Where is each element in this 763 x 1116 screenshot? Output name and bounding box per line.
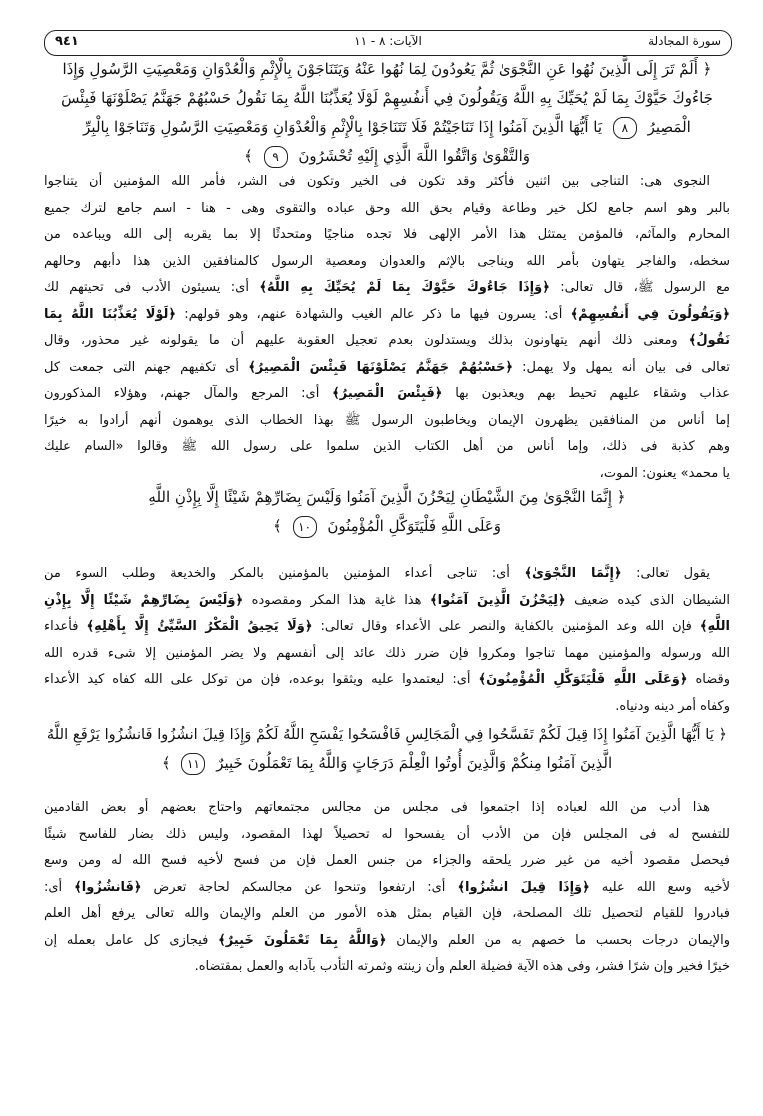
commentary-line (44, 328, 730, 355)
page-header (44, 30, 732, 56)
page-number: ٩٤١ (55, 34, 79, 49)
commentary-text: الله ورسوله والمؤمنين مهما تناجوا ومكروا فإن ضرر ذلك عائد إلى أنفسهم ولا يضر المؤمنين إلا شىء قدره الله (44, 645, 730, 661)
quran-quote: ﴿فَانشُزُوا﴾ (74, 879, 142, 895)
commentary-text: أى: ليعتمدوا عليه ويثقوا بوعده، فإن من توكل على الله كفاه كيد الأعداء (44, 672, 479, 687)
commentary-paragraph-2 (44, 561, 730, 720)
commentary-text: أى تكفيهم جهنم التى جمعت كل (44, 359, 249, 375)
verse-line: ﴿ أَلَمْ تَرَ إِلَى الَّذِينَ نُهُوا عَنِ النَّجْوَىٰ ثُمَّ يَعُودُونَ لِمَا نُهُوا عَنْهُ وَيَتَنَاجَوْنَ بِالْإِثْمِ وَالْعُدْوَانِ وَمَعْصِيَتِ الرَّسُولِ وَإِذَا (62, 60, 712, 78)
commentary-text: عذاب وشقاء عليهم تحيط بهم ويعذبون بها (442, 386, 730, 401)
verse-close-bracket: ﴾ (243, 147, 253, 165)
commentary-line (44, 249, 730, 276)
commentary-text: لأخيه وسع الله عليه (589, 879, 730, 895)
verse-line: ﴿ إِنَّمَا النَّجْوَىٰ مِنَ الشَّيْطَانِ لِيَحْزُنَ الَّذِينَ آمَنُوا وَلَيْسَ بِضَارِّهِمْ شَيْئًا إِلَّا بِإِذْنِ اللَّهِ (148, 488, 626, 506)
ayah-number-marker: ١٠ (293, 516, 317, 538)
ayat-range: الآيات: ٨ - ١١ (354, 34, 422, 48)
commentary-line (44, 169, 730, 196)
quran-quote: ﴿لَوْلَا يُعَذِّبُنَا اللَّهُ بِمَا (44, 306, 177, 322)
commentary-text: هذا أدب من الله لعباده إذا اجتمعوا فى مجلس من مجالس مجتمعاتهم واحتاج بعضهم أو بعض القادمين (44, 800, 710, 815)
commentary-text: فأعداء (44, 619, 87, 634)
commentary-line (44, 875, 730, 902)
commentary-line (44, 641, 730, 668)
quran-quote: نَقُولُ﴾ (688, 333, 730, 348)
commentary-text: إما أناس من المنافقين يظهرون الإيمان ويخاطبون الرسول ﷺ بهذا الخطاب الذى يوهمون أنهم أرادوا به خيرًا (44, 412, 730, 428)
commentary-line (44, 954, 730, 981)
commentary-text: أى: يسرون فيها ما ذكر عالم الغيب والشهادة عنهم، وهو قولهم: (176, 306, 571, 322)
commentary-text: فبادروا للقيام لتحصيل تلك المصلحة، فإن القيام بمثل هذه الأمور من العلم والإيمان والله تعالى يرفع أهل العلم (44, 906, 730, 921)
commentary-line (44, 928, 730, 955)
commentary-text: وقضاه (687, 672, 731, 687)
commentary-line (44, 222, 730, 249)
commentary-line (44, 694, 730, 721)
verse-line (44, 512, 730, 541)
commentary-line (44, 822, 730, 849)
commentary-paragraph-3 (44, 795, 730, 981)
commentary-text: يقول تعالى: (621, 566, 710, 581)
commentary-line (44, 667, 730, 694)
commentary-text: وهم كذبة فى ذلك، وإما أناس من أهل الكتاب الذين سلموا على رسول الله ﷺ وقالوا «السام عليك (44, 439, 730, 454)
quran-quote: ﴿وَإِذَا جَاءُوكَ حَيَّوْكَ بِمَا لَمْ يُحَيِّكَ بِهِ اللَّهُ﴾ (259, 280, 550, 295)
verse-block-8-9 (44, 55, 730, 171)
verse-text: يَا أَيُّهَا الَّذِينَ آمَنُوا إِذَا تَنَاجَيْتُمْ فَلَا تَتَنَاجَوْا بِالْإِثْمِ وَالْعُدْوَانِ وَمَعْصِيَتِ الرَّسُولِ وَتَنَاجَوْا بِالْبِرِّ (83, 118, 603, 136)
commentary-text: أى: (44, 879, 75, 895)
quran-quote: ﴿وَلَا يَحِيقُ الْمَكْرُ السَّيِّئُ إِلَّا بِأَهْلِهِ﴾ (86, 619, 313, 634)
verse-text: الَّذِينَ آمَنُوا مِنكُمْ وَالَّذِينَ أُوتُوا الْعِلْمَ دَرَجَاتٍ وَاللَّهُ بِمَا تَعْمَلُونَ خَبِيرٌ (216, 754, 613, 772)
quran-quote: ﴿وَلَيْسَ بِضَارِّهِمْ شَيْئًا إِلَّا بِإِذْنِ (44, 592, 244, 608)
commentary-line (44, 901, 730, 928)
verse-close-bracket: ﴾ (273, 517, 282, 535)
verse-line: ﴿ يَا أَيُّهَا الَّذِينَ آمَنُوا إِذَا قِيلَ لَكُمْ تَفَسَّحُوا فِي الْمَجَالِسِ فَافْسَحُوا يَفْسَحِ اللَّهُ لَكُمْ وَإِذَا قِيلَ انشُزُوا فَانشُزُوا يَرْفَعِ اللَّهُ (46, 726, 728, 743)
verse-block-10 (44, 483, 730, 541)
commentary-text: وكفاه أمر دينه ودنياه. (615, 698, 730, 714)
surah-name: سورة المجادلة (648, 34, 721, 48)
verse-block-11 (44, 720, 730, 778)
commentary-text: سخطه، والفاجر يتهاون بأمر الله ويناجى بالإثم والعدوان ومعصية الرسول كالمنافقين الذين هذا دأبهم وحالهم (44, 253, 730, 269)
commentary-text: مع الرسول ﷺ، قال تعالى: (549, 280, 730, 295)
commentary-line (44, 588, 730, 615)
quran-quote: ﴿فَبِئْسَ الْمَصِيرُ﴾ (332, 386, 443, 401)
commentary-line (44, 302, 730, 329)
verse-line (44, 113, 730, 142)
commentary-text: فإن الله وعد المؤمنين بالكفاية والنصر على الأعداء وقال تعالى: (312, 619, 700, 634)
commentary-text: فيحصل مقصود أخيه من غير ضرر يلحقه والجزاء من جنس العمل فإن من فسح لأخيه فسح الله له ومن وسع (44, 853, 730, 868)
quran-quote: ﴿لِيَحْزُنَ الَّذِينَ آمَنُوا﴾ (430, 592, 566, 608)
commentary-text: أى: يسيئون الأدب فى تحيتهم لك (44, 280, 260, 295)
commentary-line (44, 614, 730, 641)
quran-quote: ﴿وَعَلَى اللَّهِ فَلْيَتَوَكَّلِ الْمُؤْمِنُونَ﴾ (478, 672, 688, 687)
commentary-text: أى: تناجى أعداء المؤمنين بالمؤمنين بالمكر والخديعة وطلب السوء من (44, 566, 525, 581)
quran-quote: اللَّهِ﴾ (699, 619, 730, 634)
commentary-text: النجوى هى: التناجى بين اثنين فأكثر وقد تكون فى الخير وتكون فى الشر، فأمر الله المؤمنين أن يتناجوا (44, 174, 710, 189)
commentary-text: هذا غاية هذا المكر ومقصوده (243, 592, 431, 608)
quran-quote: ﴿إِنَّمَا النَّجْوَىٰ﴾ (524, 566, 622, 581)
ayah-number-marker: ١١ (181, 753, 205, 775)
verse-line: جَاءُوكَ حَيَّوْكَ بِمَا لَمْ يُحَيِّكَ بِهِ اللَّهُ وَيَقُولُونَ فِي أَنفُسِهِمْ لَوْلَا يُعَذِّبُنَا اللَّهُ بِمَا نَقُولُ حَسْبُهُمْ جَهَنَّمُ يَصْلَوْنَهَا فَبِئْسَ (61, 89, 713, 107)
commentary-text: أى: المرجع والمآل جهنم، وهؤلاء المذكورون (44, 386, 333, 401)
verse-line (44, 749, 730, 778)
commentary-line (44, 355, 730, 382)
commentary-text: خيرًا فخير وإن شرًا فشر، وفى هذه الآية فضيلة العلم وأن زينته وثمرته التأدب بآدابه والعمل بمقتضاه. (194, 959, 730, 974)
verse-close-bracket: ﴾ (161, 754, 171, 772)
commentary-line (44, 408, 730, 435)
verse-text: وَعَلَى اللَّهِ فَلْيَتَوَكَّلِ الْمُؤْمِنُونَ (327, 517, 501, 535)
verse-text: وَالتَّقْوَىٰ وَاتَّقُوا اللَّهَ الَّذِي إِلَيْهِ تُحْشَرُونَ (298, 147, 531, 165)
commentary-text: المحارم والمآثم، فالمؤمن يمتثل هذا الأمر الإلهى فلا تجده مناجيًا ومتحدثًا إلا بما يقربه إلى الله ويباعده من (44, 227, 730, 242)
commentary-text: فيجازى كل عامل بعمله إن (44, 932, 219, 948)
commentary-line (44, 275, 730, 302)
ayah-number-marker: ٨ (613, 117, 637, 139)
commentary-text: ومعنى ذلك أنهم يتهاونون بذلك ويستدلون بعدم تعجيل العقوبة عليهم أن ما يقولونه غير محذور، وقال (44, 333, 689, 348)
commentary-text: الشيطان الذى كيده ضعيف (565, 592, 730, 608)
quran-quote: ﴿وَاللَّهُ بِمَا تَعْمَلُونَ خَبِيرٌ﴾ (218, 932, 387, 948)
commentary-line (44, 434, 730, 461)
commentary-paragraph-1 (44, 169, 730, 487)
commentary-text: للتفسح له فى المجلس فإن من الأدب أن يفسحوا له تحصيلاً لهذا المقصود، وليس ذلك بضار للفاسح شيئًا (44, 826, 730, 842)
commentary-text: بالبر وهو اسم جامع لكل خير وطاعة وقيام بحق الله وحق عباده والتقوى وهى - هنا - اسم جامع لترك جميع (44, 200, 730, 216)
commentary-text: أى: ارتفعوا وتنحوا عن مجالسكم لحاجة تعرض (141, 879, 458, 895)
quran-quote: ﴿وَيَقُولُونَ فِي أَنفُسِهِمْ﴾ (570, 306, 731, 322)
commentary-line (44, 848, 730, 875)
quran-quote: ﴿حَسْبُهُمْ جَهَنَّمُ يَصْلَوْنَهَا فَبِئْسَ الْمَصِيرُ﴾ (248, 359, 513, 375)
commentary-text: تعالى فى بيان أنه يمهل ولا يهمل: (512, 359, 730, 375)
commentary-line (44, 561, 730, 588)
verse-text: الْمَصِيرُ (647, 118, 691, 136)
ayah-number-marker: ٩ (264, 146, 288, 168)
quran-quote: ﴿وَإِذَا قِيلَ انشُزُوا﴾ (457, 879, 590, 895)
commentary-text: يا محمد» يعنون: الموت، (599, 465, 730, 481)
commentary-text: والإيمان درجات بحسب ما خصهم به من العلم والإيمان (386, 932, 730, 948)
commentary-line (44, 795, 730, 822)
commentary-line (44, 196, 730, 223)
verse-line (44, 142, 730, 171)
commentary-line (44, 381, 730, 408)
